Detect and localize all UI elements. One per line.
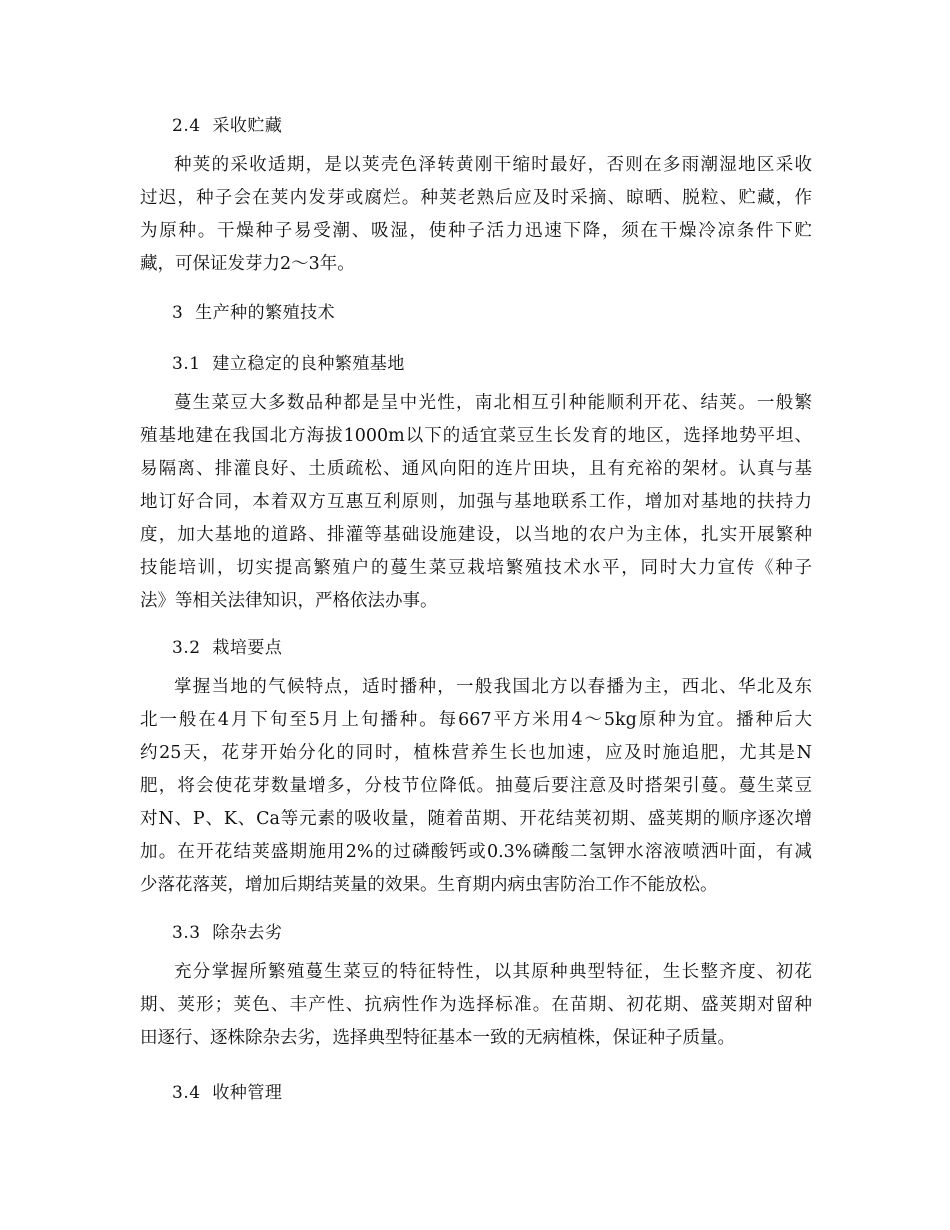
section-heading-3: 3 生产种的繁殖技术 (172, 303, 336, 323)
section-heading-3-4: 3.4 收种管理 (172, 1083, 283, 1103)
text-line: 藏，可保证发芽力2～3年。 (140, 254, 355, 274)
text-line: 掌握当地的气候特点，适时播种，一般我国北方以春播为主，西北、华北及东 (174, 677, 812, 697)
section-heading-2-4: 2.4 采收贮藏 (172, 116, 283, 136)
paragraph-harvest-storage (140, 149, 812, 281)
text-line: 充分掌握所繁殖蔓生菜豆的特征特性，以其原种典型特征，生长整齐度、初花 (174, 962, 812, 982)
text-line: 技能培训，切实提高繁殖户的蔓生菜豆栽培繁殖技术水平，同时大力宣传《种子 (140, 558, 812, 578)
section-heading-3-1: 3.1 建立稳定的良种繁殖基地 (172, 354, 405, 374)
text-line: 肥，将会使花芽数量增多，分枝节位降低。抽蔓后要注意及时搭架引蔓。蔓生菜豆 (140, 776, 812, 796)
text-line: 约25天，花芽开始分化的同时，植株营养生长也加速，应及时施追肥，尤其是N (140, 743, 812, 763)
text-line: 法》等相关法律知识，严格依法办事。 (140, 591, 438, 611)
paragraph-breeding-base (140, 387, 812, 618)
text-line: 种荚的采收适期，是以荚壳色泽转黄刚干缩时最好，否则在多雨潮湿地区采收 (174, 155, 812, 175)
text-line: 地订好合同，本着双方互惠互利原则，加强与基地联系工作，增加对基地的扶持力 (140, 492, 812, 512)
text-line: 度，加大基地的道路、排灌等基础设施建设，以当地的农户为主体，扎实开展繁种 (140, 525, 812, 545)
section-heading-3-2: 3.2 栽培要点 (172, 638, 283, 658)
text-line: 北一般在4月下旬至5月上旬播种。每667平方米用4～5kg原种为宜。播种后大 (140, 710, 812, 730)
text-line: 蔓生菜豆大多数品种都是呈中光性，南北相互引种能顺利开花、结荚。一般繁 (174, 393, 812, 413)
text-line: 过迟，种子会在荚内发芽或腐烂。种荚老熟后应及时采摘、晾晒、脱粒、贮藏，作 (140, 188, 812, 208)
text-line: 少落花落荚，增加后期结荚量的效果。生育期内病虫害防治工作不能放松。 (140, 875, 718, 895)
text-line: 易隔离、排灌良好、土质疏松、通风向阳的连片田块，且有充裕的架材。认真与基 (140, 459, 812, 479)
section-heading-3-3: 3.3 除杂去劣 (172, 923, 283, 943)
text-line: 期、荚形；荚色、丰产性、抗病性作为选择标准。在苗期、初花期、盛荚期对留种 (140, 995, 812, 1015)
text-line: 对N、P、K、Ca等元素的吸收量，随着苗期、开花结荚初期、盛荚期的顺序逐次增 (140, 809, 812, 829)
text-line: 加。在开花结荚盛期施用2%的过磷酸钙或0.3%磷酸二氢钾水溶液喷洒叶面，有减 (140, 842, 812, 862)
text-line: 殖基地建在我国北方海拔1000m以下的适宜菜豆生长发育的地区，选择地势平坦、 (140, 426, 812, 446)
text-line: 田逐行、逐株除杂去劣，选择典型特征基本一致的无病植株，保证种子质量。 (140, 1028, 735, 1048)
text-line: 为原种。干燥种子易受潮、吸湿，使种子活力迅速下降，须在干燥冷凉条件下贮 (140, 221, 812, 241)
paragraph-rogueing (140, 956, 812, 1055)
paragraph-cultivation (140, 671, 812, 902)
